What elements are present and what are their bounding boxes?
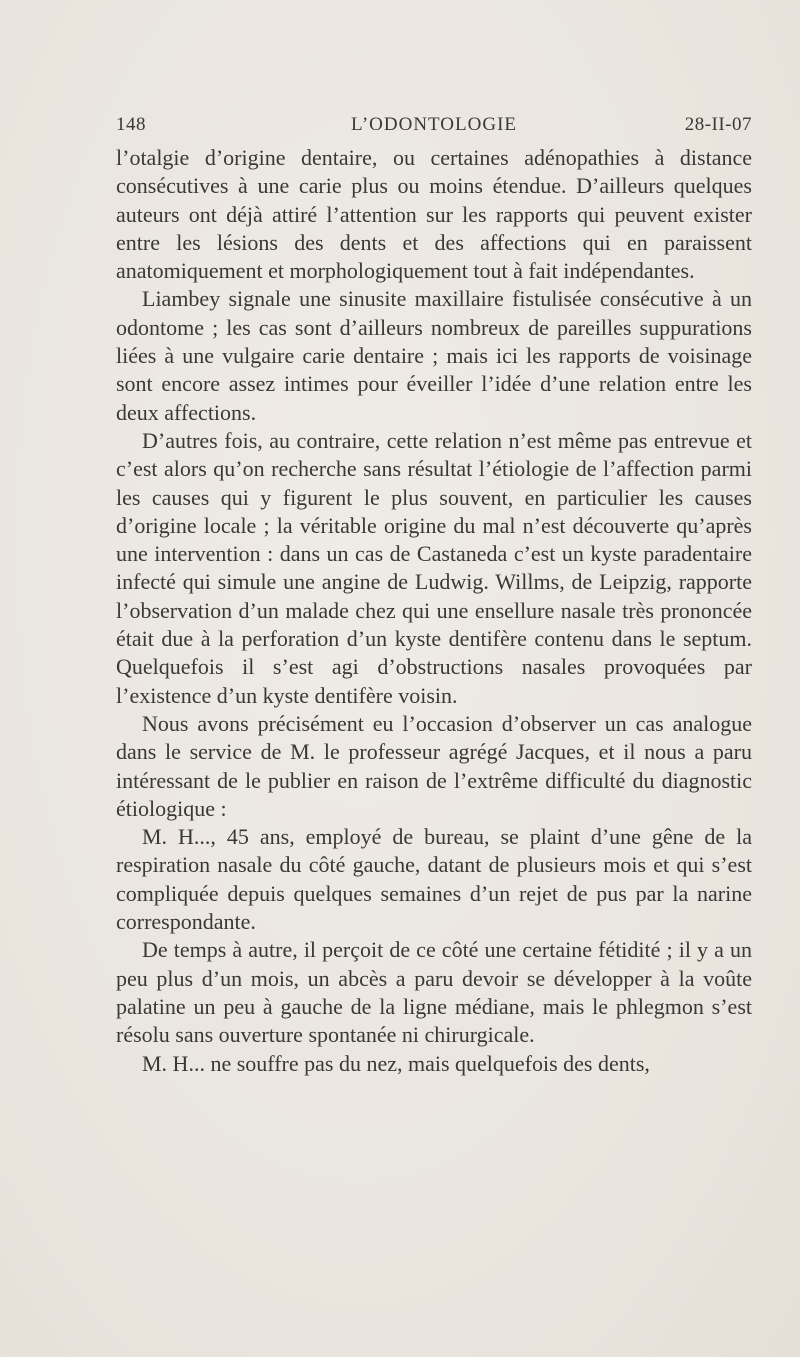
issue-date: 28-II-07 [684, 114, 752, 135]
paragraph-5: M. H..., 45 ans, employé de bureau, se plaint d’une gêne de la respiration nasale du côté gauche, datant de plusieurs mois et qui s’est compliquée depuis quelques semaines d’un rejet de pus par la narine correspondante. [116, 824, 752, 935]
page-number: 148 [116, 114, 146, 135]
paragraph-3: D’autres fois, au contraire, cette relation n’est même pas entrevue et c’est alors qu’on recherche sans résultat l’étiologie de l’affection parmi les causes qui y figurent le plus souvent, en particulier les causes d’origine locale ; la véritable origine du mal n’est découverte qu’après une intervention : dans un cas de Castaneda c’est un kyste paradentaire infecté qui simule une angine de Ludwig. Willms, de Leipzig, rapporte l’observation d’un malade chez qui une ensellure nasale très prononcée était due à la perforation d’un kyste dentifère contenu dans le septum. Quelquefois il s’est agi d’obstructions nasales provoquées par l’existence d’un kyste dentifère voisin. [116, 427, 752, 708]
paragraph-7: M. H... ne souffre pas du nez, mais quelquefois des dents, [142, 1050, 650, 1076]
paragraph-4: Nous avons précisément eu l’occasion d’observer un cas analogue dans le service de M. le professeur agrégé Jacques, et il nous a paru intéressant de le publier en raison de l’extrême difficulté du diagnostic étiologique : [116, 710, 752, 821]
body-text [116, 144, 752, 1078]
journal-title: L’ODONTOLOGIE [350, 114, 518, 135]
paragraph-2: Liambey signale une sinusite maxillaire fistulisée consécutive à un odontome ; les cas sont d’ailleurs nombreux de pareilles suppurations liées à une vulgaire carie dentaire ; mais ici les rapports de voisinage sont encore assez intimes pour éveiller l’idée d’une relation entre les deux affections. [116, 286, 752, 425]
paragraph-6: De temps à autre, il perçoit de ce côté une certaine fétidité ; il y a un peu plus d’un mois, un abcès a paru devoir se développer à la voûte palatine un peu à gauche de la ligne médiane, mais le phlegmon s’est résolu sans ouverture spontanée ni chirurgicale. [116, 937, 752, 1048]
paragraph-1: l’otalgie d’origine dentaire, ou certaines adénopathies à distance consécutives à une carie plus ou moins étendue. D’ailleurs quelques auteurs ont déjà attiré l’attention sur les rapports qui peuvent exister entre les lésions des dents et des affections qui en paraissent anatomiquement et morphologiquement tout à fait indépendantes. [116, 145, 752, 284]
running-header [116, 114, 752, 140]
